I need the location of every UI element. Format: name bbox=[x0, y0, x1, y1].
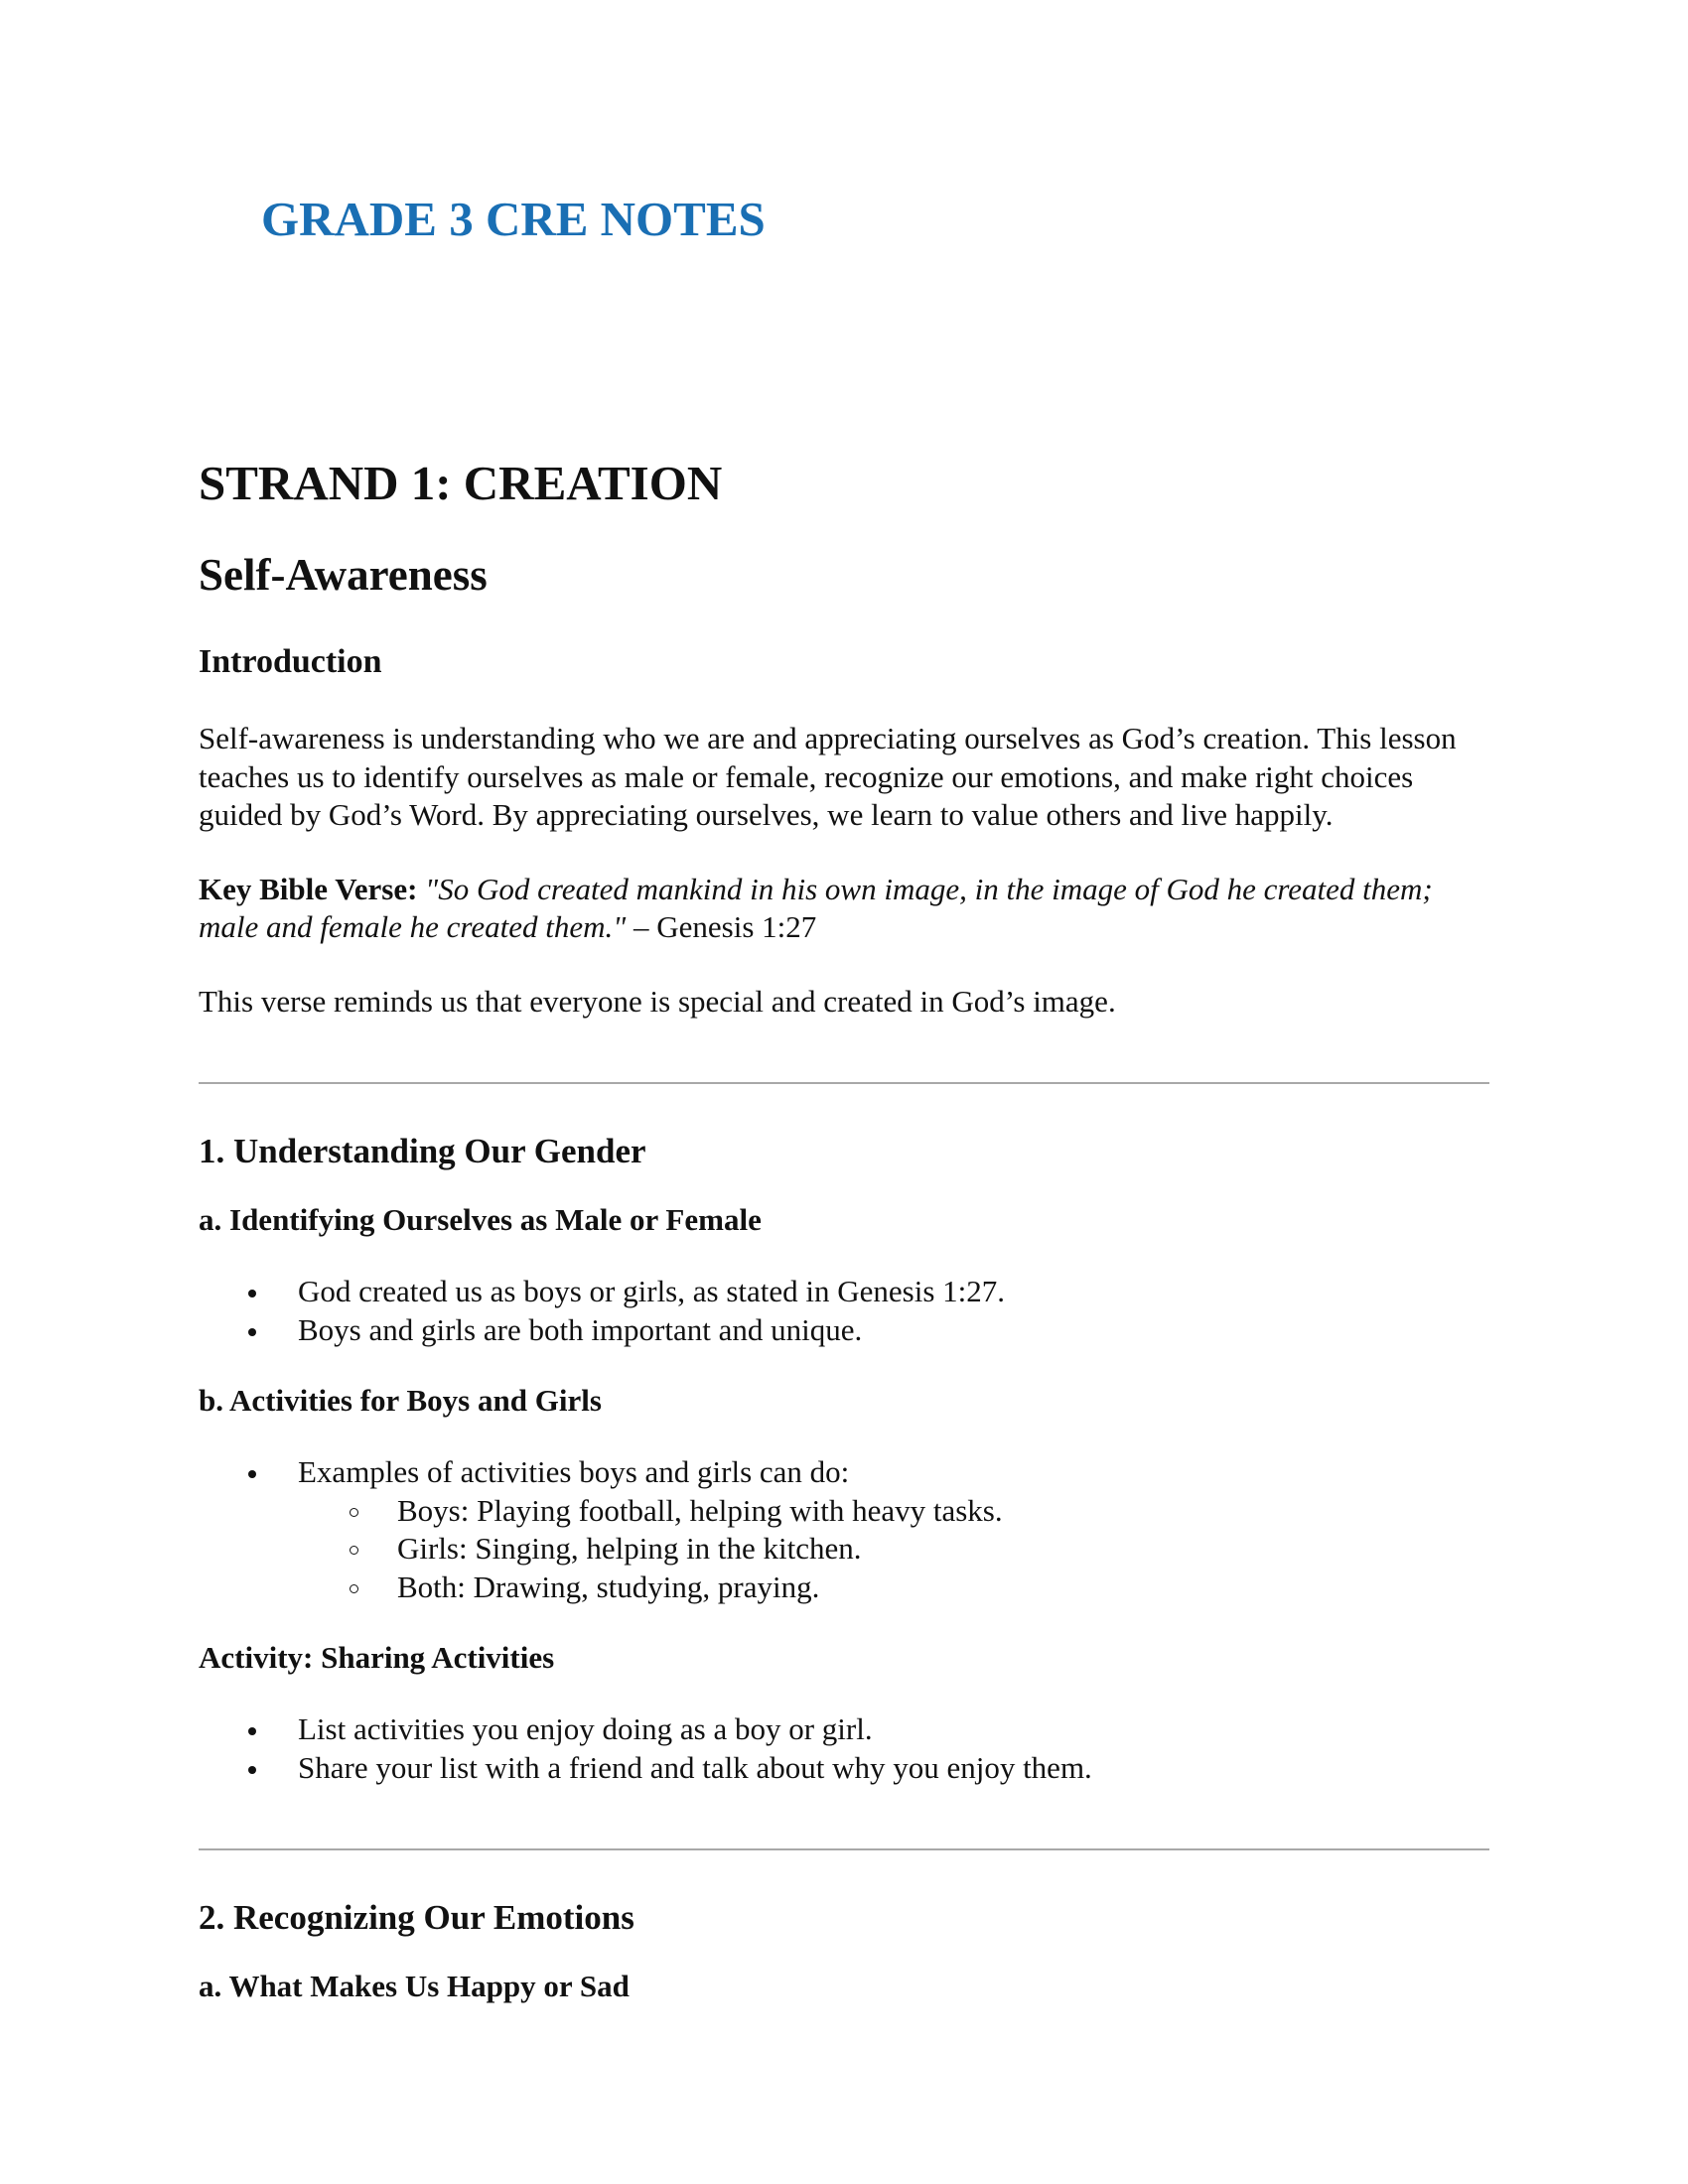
verse-note-paragraph: This verse reminds us that everyone is special and created in God’s image. bbox=[199, 983, 1116, 1019]
list-item bbox=[199, 1273, 1489, 1311]
bullet-icon bbox=[248, 1727, 256, 1735]
sub-list-item-text: Both: Drawing, studying, praying. bbox=[397, 1569, 820, 1604]
sub-list-item bbox=[298, 1492, 1489, 1531]
bullet-icon bbox=[248, 1290, 256, 1297]
section-divider bbox=[199, 1848, 1489, 1850]
activity-heading: Activity: Sharing Activities bbox=[199, 1640, 555, 1675]
list-item bbox=[199, 1710, 1489, 1749]
introduction-heading: Introduction bbox=[199, 643, 382, 680]
document-body bbox=[199, 456, 1489, 2003]
list-item-text: List activities you enjoy doing as a boy or girl. bbox=[298, 1711, 873, 1746]
document-title: GRADE 3 CRE NOTES bbox=[261, 192, 766, 246]
section-1a-list bbox=[199, 1273, 1489, 1349]
section-1-heading: 1. Understanding Our Gender bbox=[199, 1132, 646, 1170]
section-1a-heading: a. Identifying Ourselves as Male or Female bbox=[199, 1202, 762, 1237]
key-verse-quote: "So God created mankind in his own image, in the image of God he created them; male and female he created them." bbox=[199, 871, 1433, 944]
circle-bullet-icon bbox=[350, 1546, 358, 1555]
list-item-text: Examples of activities boys and girls can do: bbox=[298, 1454, 850, 1489]
key-verse-paragraph bbox=[199, 871, 1489, 947]
sub-list-item bbox=[298, 1569, 1489, 1607]
bullet-icon bbox=[248, 1766, 256, 1774]
activity-list bbox=[199, 1710, 1489, 1787]
circle-bullet-icon bbox=[350, 1584, 358, 1593]
section-1b-list bbox=[199, 1453, 1489, 1606]
list-item bbox=[199, 1749, 1489, 1788]
sub-list-item-text: Boys: Playing football, helping with heavy tasks. bbox=[397, 1492, 1003, 1528]
list-item bbox=[199, 1311, 1489, 1350]
list-item-text: Share your list with a friend and talk about why you enjoy them. bbox=[298, 1749, 1092, 1785]
list-item-text: Boys and girls are both important and unique. bbox=[298, 1311, 863, 1347]
bullet-icon bbox=[248, 1328, 256, 1336]
bullet-icon bbox=[248, 1470, 256, 1478]
activity-examples-list bbox=[298, 1492, 1489, 1607]
list-item bbox=[199, 1453, 1489, 1606]
section-2-heading: 2. Recognizing Our Emotions bbox=[199, 1898, 634, 1937]
section-divider bbox=[199, 1082, 1489, 1084]
key-verse-reference: – Genesis 1:27 bbox=[626, 909, 817, 944]
sub-list-item bbox=[298, 1530, 1489, 1569]
section-2a-heading: a. What Makes Us Happy or Sad bbox=[199, 1969, 630, 2003]
sub-list-item-text: Girls: Singing, helping in the kitchen. bbox=[397, 1531, 862, 1566]
key-verse-label: Key Bible Verse: bbox=[199, 871, 418, 906]
circle-bullet-icon bbox=[350, 1508, 358, 1517]
section-1b-heading: b. Activities for Boys and Girls bbox=[199, 1383, 602, 1418]
introduction-paragraph: Self-awareness is understanding who we are and appreciating ourselves as God’s creation. This lesson teaches us to identify ourselves as male or female, recognize our emotions, and make right choices guided by God’s Word. By appreciating ourselves, we learn to value others and live happily. bbox=[199, 721, 1457, 832]
strand-heading: STRAND 1: CREATION bbox=[199, 456, 723, 510]
topic-heading: Self-Awareness bbox=[199, 550, 488, 600]
list-item-text: God created us as boys or girls, as stated in Genesis 1:27. bbox=[298, 1274, 1006, 1308]
